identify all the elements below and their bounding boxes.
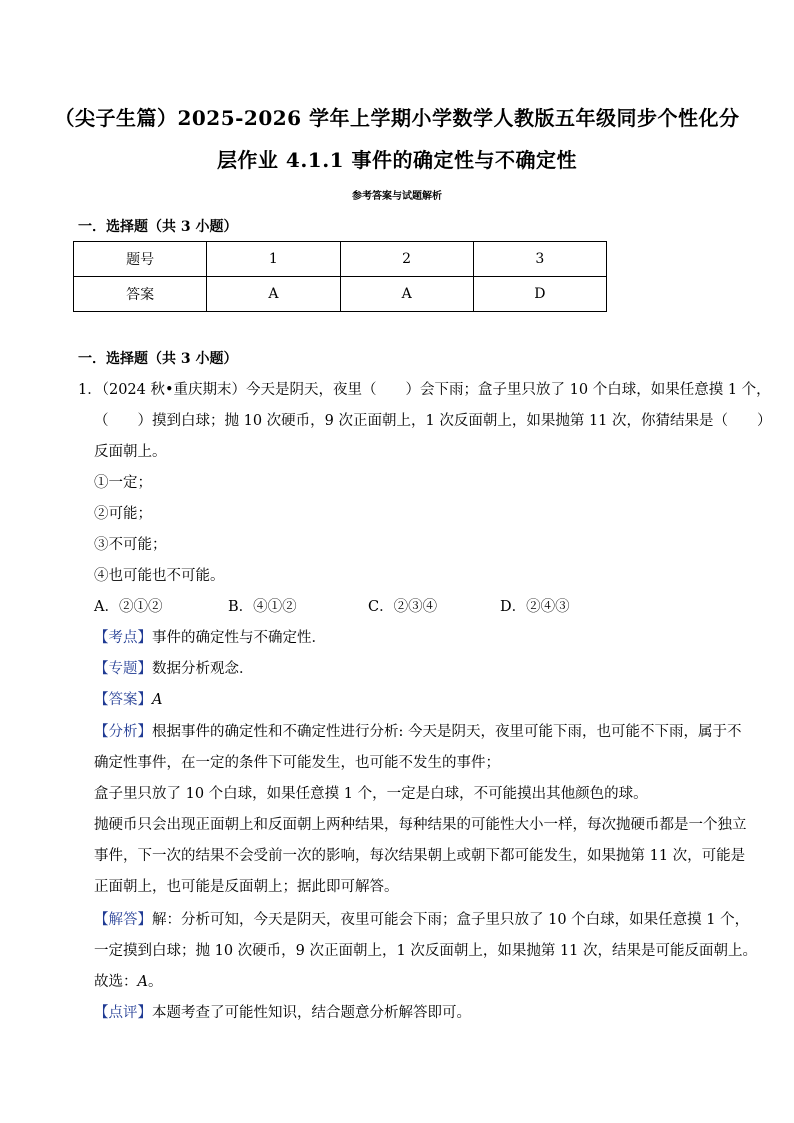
jieda-tag: 【解答】 [94, 912, 152, 928]
jieda-line-2: 一定摸到白球；抛 10 次硬币，9 次正面朝上，1 次反面朝上，如果抛第 11 次，结果是可能反面朝上。 [94, 943, 758, 959]
answer-table-header-row [74, 242, 607, 277]
option-4: ④也可能也不可能。 [94, 568, 225, 584]
fenxi-line-6: 正面朝上，也可能是反面朝上；据此即可解答。 [94, 879, 399, 895]
guxuan-prefix: 故选： [94, 974, 138, 990]
table-cell: 答案 [74, 277, 207, 312]
option-1: ①一定； [94, 475, 152, 491]
daan-tag: 【答案】 [94, 692, 152, 708]
dianping-line [94, 1003, 471, 1023]
choice-c: C．②③④ [368, 599, 438, 615]
choice-d: D．②④③ [500, 599, 570, 615]
guxuan-line [94, 972, 162, 992]
answer-table-answer-row [74, 277, 607, 312]
guxuan-suffix: 。 [147, 974, 163, 990]
fenxi-line-4: 抛硬币只会出现正面朝上和反面朝上两种结果，每种结果的可能性大小一样，每次抛硬币都是一个独立 [94, 817, 747, 833]
jieda-line-1 [94, 910, 749, 930]
fenxi-text-1: 根据事件的确定性和不确定性进行分析: 今天是阴天，夜里可能下雨，也可能不下雨，属于不 [152, 724, 742, 740]
kaodian-text: 事件的确定性与不确定性． [152, 630, 326, 646]
document-title-line-1: （尖子生篇）2025-2026 学年上学期小学数学人教版五年级同步个性化分 [54, 106, 740, 130]
section-heading-answers: 一．选择题（共 3 小题） [78, 219, 238, 235]
table-cell: D [473, 277, 606, 312]
zhuanti-text: 数据分析观念． [152, 661, 254, 677]
document-title-line-2: 层作业 4.1.1 事件的确定性与不确定性 [216, 148, 578, 172]
document-subtitle: 参考答案与试题解析 [352, 191, 442, 202]
table-cell: 题号 [74, 242, 207, 277]
table-cell: A [207, 277, 340, 312]
option-2: ②可能； [94, 506, 152, 522]
table-cell: 2 [340, 242, 473, 277]
jieda-text-1: 解：分析可知，今天是阴天，夜里可能会下雨；盒子里只放了 10 个白球，如果任意摸 1 个， [152, 912, 750, 928]
question-stem-line-2: （ ）摸到白球；抛 10 次硬币，9 次正面朝上，1 次反面朝上，如果抛第 11 次，你猜结果是（ ） [94, 413, 772, 429]
daan-text: A [152, 692, 163, 708]
dianping-tag: 【点评】 [94, 1005, 152, 1021]
guxuan-value: A [137, 974, 148, 990]
section-heading-questions: 一．选择题（共 3 小题） [78, 351, 238, 367]
table-cell: 1 [207, 242, 340, 277]
fenxi-line-2: 确定性事件，在一定的条件下可能发生，也可能不发生的事件； [94, 755, 500, 771]
fenxi-line-1 [94, 722, 742, 742]
choice-a: A．②①② [94, 599, 163, 615]
option-3: ③不可能； [94, 537, 167, 553]
question-stem-line-1: 1．（2024 秋•重庆期末）今天是阴天，夜里（ ）会下雨；盒子里只放了 10 个白球，如果任意摸 1 个， [78, 382, 771, 398]
fenxi-line-5: 事件，下一次的结果不会受前一次的影响，每次结果朝上或朝下都可能发生，如果抛第 11 次，可能是 [94, 848, 746, 864]
kaodian-line [94, 628, 326, 648]
table-cell: A [340, 277, 473, 312]
dianping-text: 本题考查了可能性知识，结合题意分析解答即可。 [152, 1005, 471, 1021]
kaodian-tag: 【考点】 [94, 630, 152, 646]
zhuanti-tag: 【专题】 [94, 661, 152, 677]
table-cell: 3 [473, 242, 606, 277]
daan-line [94, 690, 162, 710]
fenxi-tag: 【分析】 [94, 724, 152, 740]
question-stem-line-3: 反面朝上。 [94, 444, 167, 460]
answer-table [73, 241, 607, 312]
zhuanti-line [94, 659, 254, 679]
fenxi-line-3: 盒子里只放了 10 个白球，如果任意摸 1 个，一定是白球，不可能摸出其他颜色的球。 [94, 786, 648, 802]
choice-b: B．④①② [228, 599, 297, 615]
